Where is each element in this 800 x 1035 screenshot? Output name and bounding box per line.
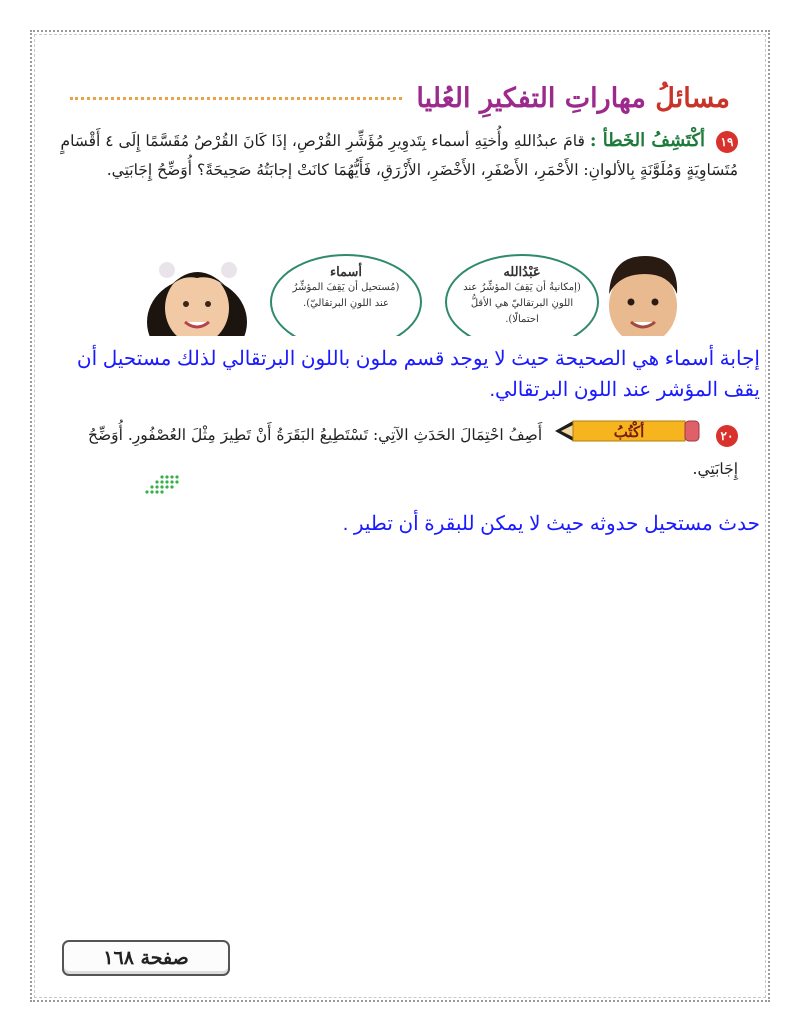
illustration	[140, 248, 690, 336]
asmaa-statement: (مُستحيل أن يَقِفَ المؤشِّرُ عند اللونِ البرتقاليّ).	[292, 282, 400, 309]
answer-19: إجابة أسماء هي الصحيحة حيث لا يوجد قسم ملون باللون البرتقالي لذلك مستحيل أن يقف المؤشر عند اللون البرتقالي.	[76, 348, 760, 401]
boy-photo-icon	[595, 248, 690, 336]
question-19	[48, 126, 738, 185]
abdullah-name: عَبْدُالله	[503, 265, 541, 280]
question-19-label: أكْتَشِفُ الخَطأ :	[589, 130, 706, 151]
section-title-part2: مهاراتِ التفكيرِ العُليا	[416, 82, 656, 114]
write-badge	[555, 417, 705, 455]
abdullah-statement: (إمكانيةُ أن يَقِفَ المؤشِّرُ عند اللونِ البرتقاليّ هي الأقلُّ احتمالًا).	[463, 282, 581, 325]
section-title	[416, 83, 730, 114]
asmaa-name: أسماء	[329, 265, 363, 280]
speech-bubble-asmaa	[270, 254, 422, 336]
green-dots-icon	[140, 474, 180, 496]
page-number-label: صفحة ١٦٨	[62, 940, 230, 976]
question-19-number: ١٩	[716, 131, 738, 153]
question-20-text: أَصِفُ احْتِمَالَ الحَدَثِ الآتِي: تَسْتَطِيعُ البَقَرَةُ أَنْ تَطِيرَ مِثْلَ العُصْفُورِ. أُوَضِّحُ إِجَابَتِي.	[87, 426, 738, 478]
header-dotted-line	[70, 97, 402, 100]
question-19-body	[48, 126, 738, 185]
section-header	[70, 78, 730, 118]
question-19-text: قامَ عبدُاللهِ وأُختِهِ أسماء بِتَدوِيرِ مُؤَشِّرِ القُرْصِ، إذَا كَانَ القُرْصُ مُقَسَّمًا إِلَى ٤ أَقْسَامٍ مُتَسَاوِيَةٍ وَمُلَوَّنَةٍ بِالألوانِ: الأَحْمَرِ، الأَصْفَرِ، الأَخْضَرِ، الأَزْرَقِ، فَأَيُّهُمَا كانَتْ إجابَتُهُ صَحِيحَةً؟ أُوَضِّحُ إِجَابَتِي.	[60, 132, 738, 179]
question-20-number: ٢٠	[716, 425, 738, 447]
speech-bubble-abdullah	[445, 254, 599, 336]
pencil-icon	[555, 417, 705, 445]
girl-photo-icon	[145, 252, 250, 336]
section-title-part1: مسائلُ	[655, 82, 730, 114]
write-badge-label: أكْتُبُ	[613, 423, 645, 441]
answer-20: حدث مستحيل حدوثه حيث لا يمكن للبقرة أن تطير .	[342, 513, 760, 535]
